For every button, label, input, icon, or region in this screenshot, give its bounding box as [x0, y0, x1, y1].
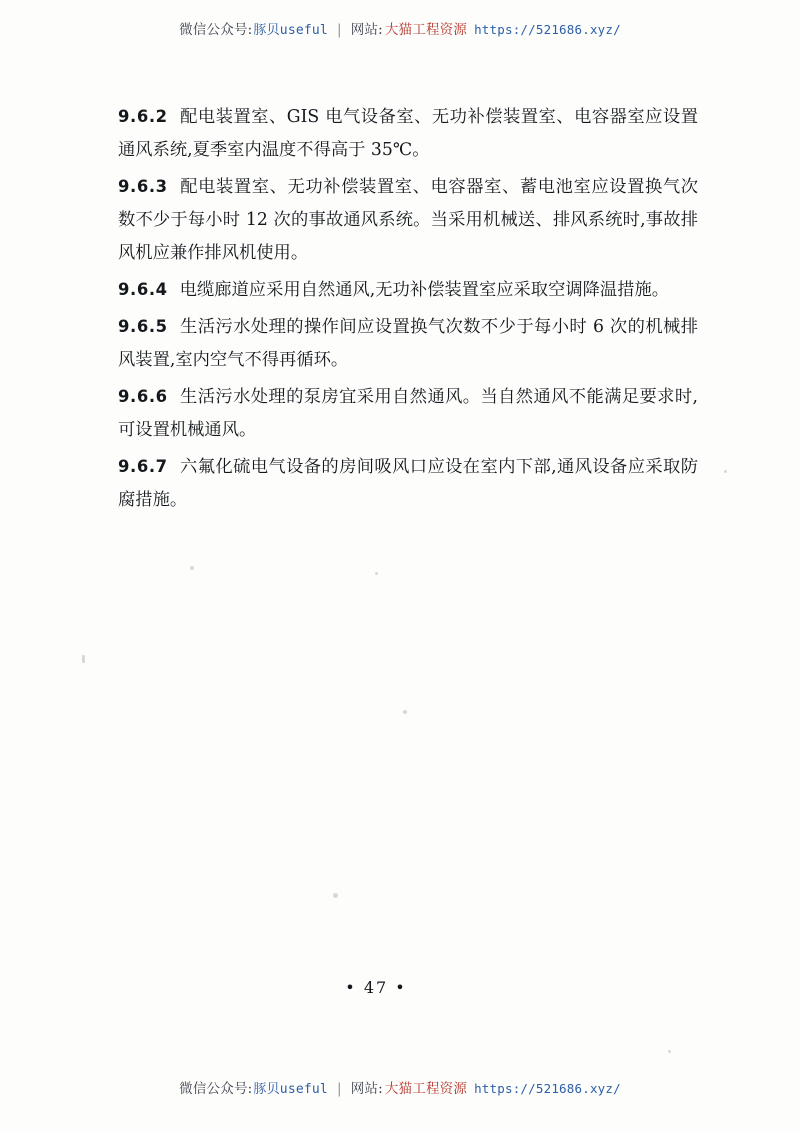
watermark-site-name: 大猫工程资源	[384, 22, 468, 38]
watermark-wechat-label: 微信公众号:	[179, 1081, 253, 1097]
clause-list	[118, 100, 698, 520]
clause-number: 9.6.7	[118, 457, 168, 476]
watermark-wechat-label: 微信公众号:	[179, 22, 253, 38]
clause-number: 9.6.2	[118, 107, 168, 126]
watermark-site-label: 网站:	[350, 1081, 383, 1097]
watermark-site-name: 大猫工程资源	[384, 1081, 468, 1097]
clause-text: 六氟化硫电气设备的房间吸风口应设在室内下部,通风设备应采取防腐措施。	[118, 457, 698, 510]
watermark-header	[0, 18, 800, 38]
clause-text: 配电装置室、GIS 电气设备室、无功补偿装置室、电容器室应设置通风系统,夏季室内温度不得高于 35℃。	[118, 107, 698, 160]
clause-text: 电缆廊道应采用自然通风,无功补偿装置室应采取空调降温措施。	[179, 280, 670, 300]
scan-speck	[333, 893, 338, 898]
watermark-url: https://521686.xyz/	[474, 1081, 621, 1096]
watermark-separator: |	[336, 1081, 342, 1097]
clause-text: 配电装置室、无功补偿装置室、电容器室、蓄电池室应设置换气次数不少于每小时 12 次的事故通风系统。当采用机械送、排风系统时,事故排风机应兼作排风机使用。	[118, 177, 698, 263]
watermark-wechat-account: 豚贝useful	[253, 23, 328, 38]
scan-speck	[190, 566, 194, 570]
clause-item	[118, 310, 698, 377]
scan-speck	[724, 470, 727, 473]
scan-speck	[403, 710, 407, 714]
watermark-wechat-account: 豚贝useful	[253, 1082, 328, 1097]
scan-speck	[82, 655, 85, 663]
clause-number: 9.6.6	[118, 387, 168, 406]
page-number: • 47 •	[345, 978, 407, 997]
clause-text: 生活污水处理的泵房宜采用自然通风。当自然通风不能满足要求时,可设置机械通风。	[118, 387, 698, 440]
clause-item	[118, 380, 698, 447]
watermark-url: https://521686.xyz/	[474, 22, 621, 37]
clause-item	[118, 100, 698, 167]
scan-speck	[375, 572, 378, 575]
clause-item	[118, 273, 698, 307]
clause-item	[118, 170, 698, 270]
watermark-separator: |	[336, 22, 342, 38]
clause-number: 9.6.5	[118, 317, 168, 336]
watermark-site-label: 网站:	[350, 22, 383, 38]
watermark-footer	[0, 1077, 800, 1097]
clause-number: 9.6.3	[118, 177, 168, 196]
clause-text: 生活污水处理的操作间应设置换气次数不少于每小时 6 次的机械排风装置,室内空气不得再循环。	[118, 317, 698, 370]
clause-item	[118, 450, 698, 517]
clause-number: 9.6.4	[118, 280, 168, 299]
scan-speck	[668, 1050, 671, 1053]
